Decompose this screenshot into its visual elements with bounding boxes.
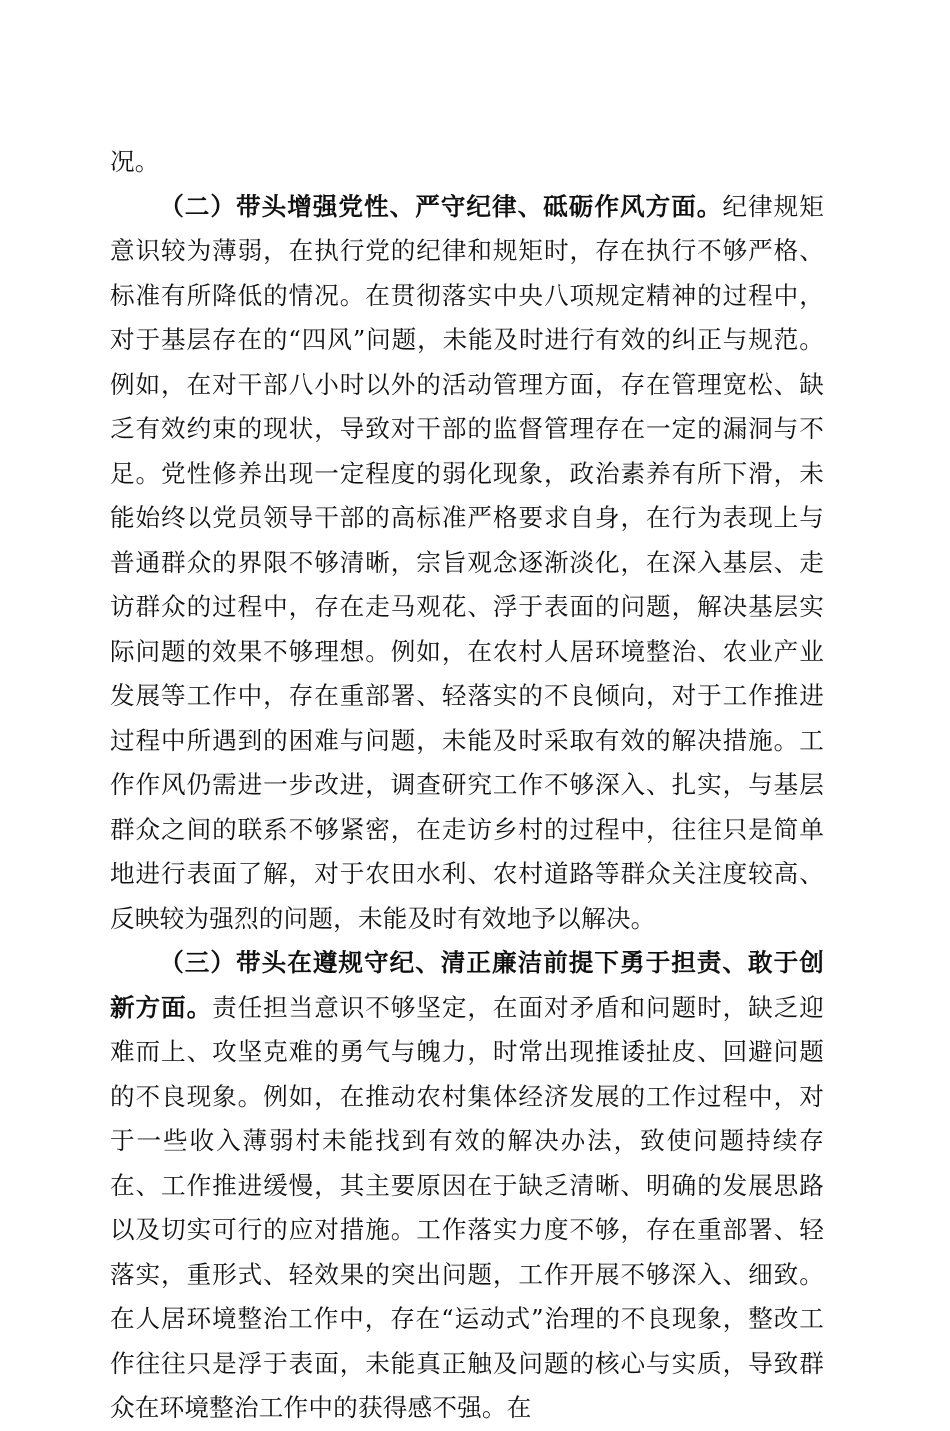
section-3-body: 责任担当意识不够坚定，在面对矛盾和问题时，缺乏迎难而上、攻坚克难的勇气与魄力，时常出现推诿扯皮、回避问题的不良现象。例如，在推动农村集体经济发展的工作过程中，对于一些收入薄弱村未能找到有效的解决办法，致使问题持续存在、工作推进缓慢，其主要原因在于缺乏清晰、明确的发展思路以及切实可行的应对措施。工作落实力度不够，存在重部署、轻落实，重形式、轻效果的突出问题，工作开展不够深入、细致。在人居环境整治工作中，存在“运动式”治理的不良现象，整改工作往往只是浮于表面，未能真正触及问题的核心与实质，导致群众在环境整治工作中的获得感不强。在 — [110, 992, 824, 1422]
section-2-body: 纪律规矩意识较为薄弱，在执行党的纪律和规矩时，存在执行不够严格、标准有所降低的情况。在贯彻落实中央八项规定精神的过程中，对于基层存在的“四风”问题，未能及时进行有效的纠正与规范。例如，在对干部八小时以外的活动管理方面，存在管理宽松、缺乏有效约束的现状，导致对干部的监督管理存在一定的漏洞与不足。党性修养出现一定程度的弱化现象，政治素养有所下滑，未能始终以党员领导干部的高标准严格要求自身，在行为表现上与普通群众的界限不够清晰，宗旨观念逐渐淡化，在深入基层、走访群众的过程中，存在走马观花、浮于表面的问题，解决基层实际问题的效果不够理想。例如，在农村人居环境整治、农业产业发展等工作中，存在重部署、轻落实的不良倾向，对于工作推进过程中所遇到的困难与问题，未能及时采取有效的解决措施。工作作风仍需进一步改进，调查研究工作不够深入、扎实，与基层群众之间的联系不够紧密，在走访乡村的过程中，往往只是简单地进行表面了解，对于农田水利、农村道路等群众关注度较高、反映较为强烈的问题，未能及时有效地予以解决。 — [110, 191, 824, 933]
document-page — [110, 140, 824, 1431]
section-2-heading: （二）带头增强党性、严守纪律、砥砺作风方面。 — [159, 191, 723, 221]
section-3-paragraph — [110, 941, 824, 1431]
section-3-heading: （三）带头在遵规守纪、清正廉洁前提下勇于担责、敢于创新方面。 — [110, 948, 824, 1022]
section-2-paragraph — [110, 185, 824, 942]
continuation-text: 况。 — [110, 147, 160, 176]
